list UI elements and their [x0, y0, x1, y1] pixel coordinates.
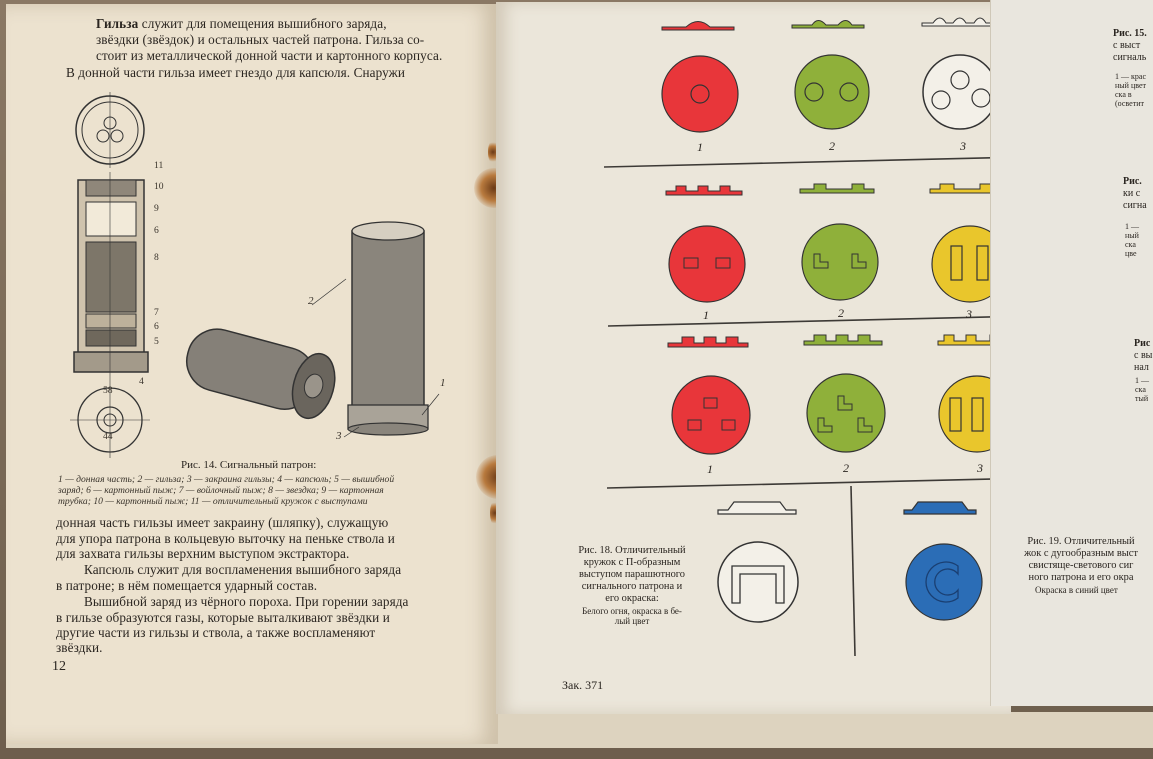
caption-line: Рис.	[1123, 176, 1142, 187]
page-number: 12	[52, 659, 66, 674]
callout-number: 6	[154, 321, 159, 332]
caption-line: цве	[1125, 249, 1137, 258]
fig14-caption-line: заряд; 6 — картонный пыж; 7 — войлочный пыж; 8 — звездка; 9 — картонная	[58, 485, 384, 496]
caption-line: с выст	[1113, 40, 1141, 51]
disc-label: 2	[838, 306, 844, 320]
paragraph-line: Вышибной заряд из чёрного пороха. При горении заряда	[84, 594, 409, 609]
fig19-caption	[1001, 536, 1153, 584]
adjacent-page	[990, 0, 1153, 706]
callout-number: 6	[154, 225, 159, 236]
paragraph-line: для упора патрона в кольцевую выточку на пеньке ствола и	[56, 531, 395, 546]
figure-number: 3	[336, 430, 342, 442]
caption-line: Рис	[1134, 338, 1151, 349]
paragraph-line: звёздки.	[56, 640, 103, 655]
term-gilza: Гильза	[96, 16, 139, 31]
caption-line: с вы	[1134, 350, 1153, 361]
fig18-sub-line: лый цвет	[614, 616, 650, 626]
fig15-caption	[1113, 28, 1147, 64]
callout-number: 9	[154, 203, 159, 214]
caption-line: ска в	[1115, 90, 1132, 99]
callout-number: 7	[154, 307, 159, 318]
fig18-caption-line: кружок с П-образным	[583, 557, 681, 568]
fig18-sub-line: Белого огня, окраска в бе-	[582, 606, 682, 616]
paragraph-line: в гильзе образуются газы, которые выталкивают звёздки и	[56, 610, 390, 625]
fig18-caption-line: выступом парашютного	[579, 569, 685, 580]
figure-number: 2	[308, 295, 314, 307]
disc-row-2	[666, 184, 1008, 302]
callout-number: 5	[154, 336, 159, 347]
paragraph-line: другие части из гильзы и ствола, а также воспламеняют	[56, 625, 376, 640]
disc-row-3	[668, 335, 1015, 454]
fig19-subcaption: Окраска в синий цвет	[1035, 585, 1118, 595]
caption-line: сигналь	[1113, 52, 1147, 63]
callout-number: 4	[139, 376, 144, 387]
caption-line: нал	[1134, 362, 1149, 373]
dimension-label: 44	[103, 431, 113, 442]
dimension-label: 58	[103, 385, 113, 396]
fig18-caption-line: сигнального патрона и	[581, 581, 683, 592]
caption-line: тый	[1135, 394, 1149, 403]
fig18-subcaption	[562, 606, 702, 626]
caption-line: сигна	[1123, 200, 1147, 211]
caption-line: ный цвет	[1115, 81, 1146, 90]
fig15-subcaption	[1115, 72, 1146, 108]
callout-number: 11	[154, 160, 164, 171]
disc-label: 2	[843, 461, 849, 475]
caption-line: 1 — крас	[1115, 72, 1146, 81]
caption-line: (осветит	[1115, 99, 1144, 108]
disc-label: 3	[977, 461, 983, 475]
fig17-caption	[1134, 338, 1152, 374]
paragraph-line: в патроне; в нём помещается ударный состав.	[56, 578, 318, 593]
fig18-caption	[562, 545, 702, 605]
caption-line: Рис. 19. Отличительный	[1027, 536, 1135, 547]
caption-line: ного патрона и его окра	[1028, 572, 1134, 583]
paragraph-line: стоит из металлической донной части и картонного корпуса.	[96, 48, 443, 63]
caption-line: 1 —	[1125, 222, 1139, 231]
caption-line: Рис. 15.	[1113, 28, 1147, 39]
fig18-caption-line: его окраска:	[605, 593, 659, 604]
disc-label: 1	[697, 140, 703, 154]
paragraph-line: донная часть гильзы имеет закраину (шляпку), служащую	[56, 515, 389, 530]
caption-line: ска	[1125, 240, 1136, 249]
caption-line: 1 —	[1135, 376, 1149, 385]
fig17-subcaption	[1135, 376, 1149, 403]
callout-number: 8	[154, 252, 159, 263]
para1-line-0-rest: служит для помещения вышибного заряда,	[138, 16, 387, 31]
order-footer: Зак. 371	[562, 678, 604, 692]
disc-label: 1	[703, 308, 709, 322]
disc-label: 3	[960, 139, 966, 153]
paragraph-line: звёздки (звёздок) и остальных частей патрона. Гильза со-	[96, 32, 425, 47]
paragraph-line: В донной части гильза имеет гнездо для капсюля. Снаружи	[66, 65, 405, 80]
fig14-caption-line: 1 — донная часть; 2 — гильза; 3 — закраина гильзы; 4 — капсюль; 5 — вышибной	[58, 474, 395, 485]
disc-row-1	[662, 18, 997, 132]
callout-number: 10	[154, 181, 164, 192]
fig14-caption-title: Рис. 14. Сигнальный патрон:	[181, 459, 317, 471]
caption-line: ный	[1125, 231, 1139, 240]
caption-line: ки с	[1123, 188, 1141, 199]
fig16-subcaption	[1125, 222, 1139, 258]
fig16-caption	[1123, 176, 1147, 212]
paragraph-line: Капсюль служит для воспламенения вышибного заряда	[84, 562, 402, 577]
fig14-caption-line: трубка; 10 — картонный пыж; 11 — отличительный кружок с выступами	[58, 496, 368, 507]
disc-label: 1	[707, 462, 713, 476]
disc-label: 3	[966, 307, 972, 321]
caption-line: ска	[1135, 385, 1146, 394]
fig18-caption-line: Рис. 18. Отличительный	[578, 545, 686, 556]
paragraph-line: для захвата гильзы верхним выступом экстрактора.	[56, 546, 350, 561]
caption-line: свистяще-светового сиг	[1028, 560, 1134, 571]
disc-label: 2	[829, 139, 835, 153]
figure-number: 1	[440, 377, 446, 389]
caption-line: жок с дугообразным выст	[1024, 548, 1138, 559]
disc-row-4	[718, 502, 982, 622]
